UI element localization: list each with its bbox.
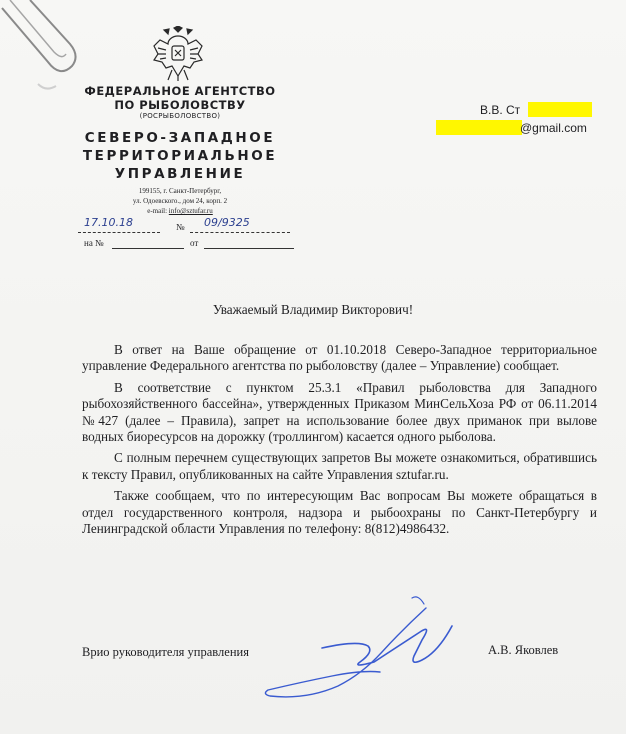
number-label: №	[176, 222, 185, 232]
reference-line	[112, 248, 184, 249]
email-link[interactable]: info@sztufar.ru	[168, 207, 213, 215]
paragraph-contacts: Также сообщаем, что по интересующим Вас вопросам Вы можете обращаться в отдел государственного контроля, надзора и рыбоохраны по Санкт-Петербургу и Ленинградской области Управления по телефону: 8(812)4986432.	[82, 488, 597, 537]
agency-name-line2: ПО РЫБОЛОВСТВУ	[114, 98, 246, 112]
handwritten-signature	[262, 590, 467, 705]
date-line	[78, 232, 160, 233]
handwritten-date: 17.10.18	[84, 216, 133, 229]
address-line2: ул. Одоевского., дом 24, корп. 2	[132, 197, 228, 205]
reference-label: на №	[84, 238, 104, 248]
signatory-position: Врио руководителя управления	[82, 645, 249, 659]
department-name-line2: ТЕРРИТОРИАЛЬНОЕ	[82, 148, 278, 164]
signatory-name: А.В. Яковлев	[488, 643, 559, 657]
from-label: от	[190, 238, 199, 248]
agency-short-name: (РОСРЫБОЛОВСТВО)	[139, 112, 221, 120]
from-date-line	[204, 248, 294, 249]
coat-of-arms-icon	[150, 26, 206, 82]
recipient-name: В.В. Ст	[480, 103, 521, 117]
paragraph-reply: В ответ на Ваше обращение от 01.10.2018 Северо-Западное территориальное управление Федерального агентства по рыболовству (далее – Управление) сообщает.	[82, 342, 597, 374]
agency-name-line1: ФЕДЕРАЛЬНОЕ АГЕНТСТВО	[84, 84, 276, 98]
department-name-line3: УПРАВЛЕНИЕ	[114, 166, 246, 182]
redaction-email	[436, 120, 522, 135]
paragraph-prohibitions: С полным перечнем существующих запретов Вы можете ознакомиться, обратившись к тексту Правил, опубликованных на сайте Управления sztufar.ru.	[82, 450, 597, 482]
address-line1: 199155, г. Санкт-Петербург,	[138, 187, 222, 195]
redaction-name	[528, 102, 592, 117]
recipient-email: @gmail.com	[520, 121, 587, 135]
paragraph-rules: В соответствие с пунктом 25.3.1 «Правил рыболовства для Западного рыбохозяйственного бассейна», утвержденных Приказом МинСельХоза РФ от 06.11.2014 №427 (далее – Правила), запрет на использование более двух приманок при вылове водных биоресурсов на дорожку (троллингом) касается одного рыболова.	[82, 379, 597, 445]
letter-body	[82, 342, 597, 537]
handwritten-number: 09/9325	[204, 216, 250, 229]
email-label: e-mail:	[147, 207, 168, 215]
address-email	[80, 206, 280, 216]
department-name-line1: СЕВЕРО-ЗАПАДНОЕ	[84, 130, 276, 146]
greeting: Уважаемый Владимир Викторович!	[212, 302, 414, 317]
number-line	[190, 232, 290, 233]
